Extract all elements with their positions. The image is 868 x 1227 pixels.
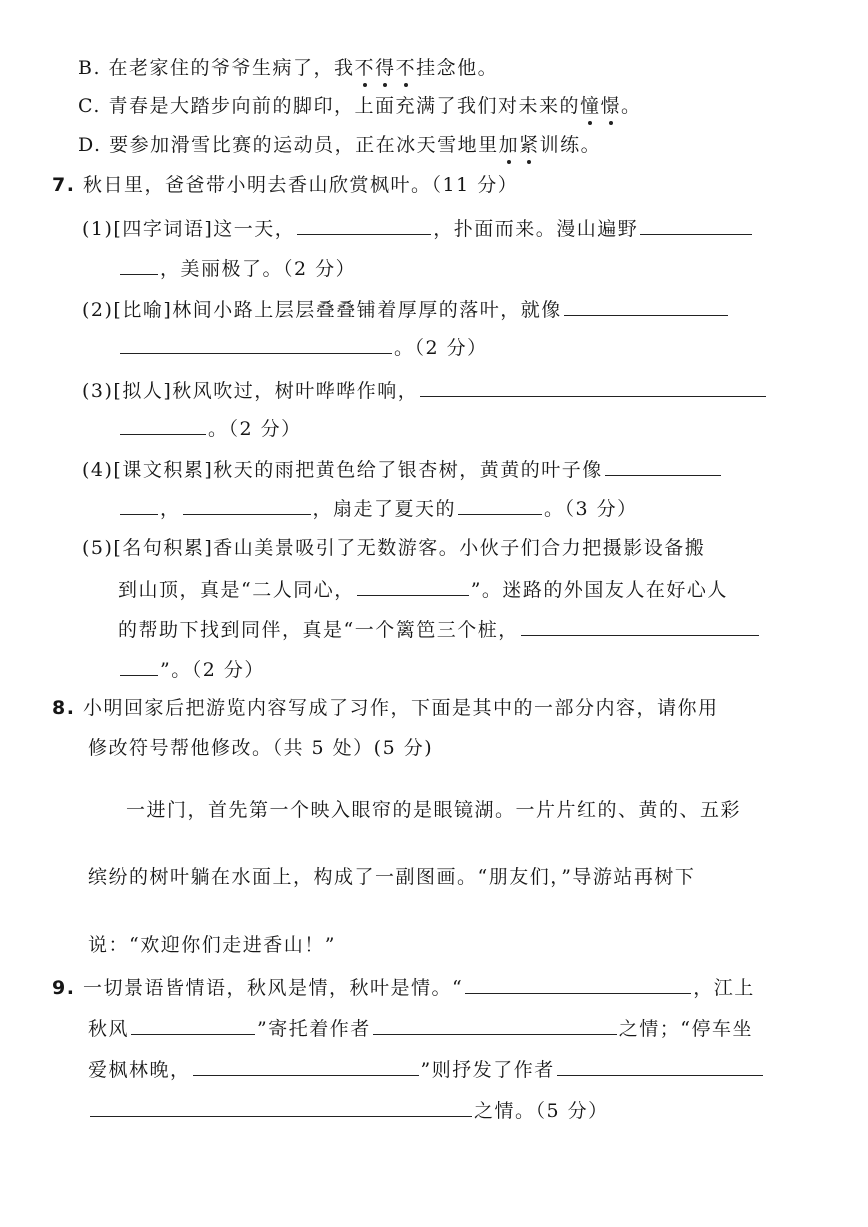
question-text: 修改符号帮他修改。（共 5 处）(5 分) <box>88 737 434 759</box>
option-d-text-end: 训练。 <box>539 134 602 156</box>
essay-paragraph-line <box>126 797 741 823</box>
answer-blank[interactable] <box>183 494 311 515</box>
answer-blank[interactable] <box>465 973 691 994</box>
question-number: 8. <box>52 697 76 719</box>
question-number: 7. <box>52 174 76 196</box>
prompt-text: 到山顶，真是“二人同心， <box>118 579 355 601</box>
answer-blank[interactable] <box>420 376 766 397</box>
q7-part4 <box>82 455 723 483</box>
q7-part2 <box>82 295 730 323</box>
prompt-text: 的帮助下找到同伴，真是“一个篱笆三个桩， <box>118 619 519 641</box>
question-text: 爱枫林晚， <box>88 1059 191 1081</box>
prompt-text: 。（2 分） <box>394 337 488 359</box>
prompt-text: ，扇走了夏天的 <box>312 498 457 520</box>
emphasis-char: 不 <box>395 57 417 79</box>
essay-paragraph-line <box>88 932 336 958</box>
answer-blank[interactable] <box>458 494 542 515</box>
option-c <box>78 93 642 119</box>
answer-blank[interactable] <box>120 655 158 676</box>
option-b-text-end: 挂念他。 <box>416 57 499 79</box>
q7-part1 <box>82 214 754 242</box>
prompt-text: (2)[比喻]林间小路上层层叠叠铺着厚厚的落叶，就像 <box>82 299 562 321</box>
question-8-stem <box>52 695 719 721</box>
option-d-text: D. 要参加滑雪比赛的运动员，正在冰天雪地里 <box>78 134 499 156</box>
prompt-text: (1)[四字词语]这一天， <box>82 218 296 240</box>
q7-part5 <box>82 535 705 561</box>
emphasis-char: 紧 <box>519 134 540 156</box>
emphasis-char: 加 <box>498 134 520 156</box>
question-9-line3 <box>88 1055 765 1083</box>
option-b <box>78 55 498 81</box>
emphasis-char: 憧 <box>579 95 601 117</box>
question-text: ，江上 <box>693 977 755 999</box>
question-text: 之情。（5 分） <box>474 1100 609 1122</box>
essay-text: 缤纷的树叶躺在水面上，构成了一副图画。“朋友们，”导游站再树下 <box>88 866 696 888</box>
emphasis-char: 憬 <box>600 95 621 117</box>
answer-blank[interactable] <box>564 295 728 316</box>
question-text: 一切景语皆情语，秋风是情，秋叶是情。“ <box>83 977 464 999</box>
prompt-text: 。（2 分） <box>208 418 302 440</box>
option-d <box>78 132 601 158</box>
answer-blank[interactable] <box>357 575 469 596</box>
question-text: 小明回家后把游览内容写成了习作，下面是其中的一部分内容，请你用 <box>83 697 719 719</box>
prompt-text: (4)[课文积累]秋天的雨把黄色给了银杏树，黄黄的叶子像 <box>82 459 603 481</box>
prompt-text: (5)[名句积累]香山美景吸引了无数游客。小伙子们合力把摄影设备搬 <box>82 537 706 559</box>
answer-blank[interactable] <box>120 254 158 275</box>
q7-part2-cont <box>118 333 488 361</box>
prompt-text: ， <box>160 498 181 520</box>
answer-blank[interactable] <box>605 455 721 476</box>
question-text: ”寄托着作者 <box>257 1018 371 1040</box>
answer-blank[interactable] <box>521 615 759 636</box>
q7-part5-cont3 <box>118 655 265 683</box>
q7-part4-cont <box>118 494 638 522</box>
emphasis-char: 得 <box>375 57 396 79</box>
question-text: 之情；“停车坐 <box>618 1018 753 1040</box>
question-number: 9. <box>52 977 76 999</box>
prompt-text: (3)[拟人]秋风吹过，树叶哗哗作响， <box>82 380 419 402</box>
question-9-line1 <box>52 973 755 1001</box>
option-c-text: C. 青春是大踏步向前的脚印，上面充满了我们对未来的 <box>78 95 580 117</box>
question-text: ”则抒发了作者 <box>420 1059 555 1081</box>
q7-part3 <box>82 376 768 404</box>
essay-text: 一进门，首先第一个映入眼帘的是眼镜湖。一片片红的、黄的、五彩 <box>126 799 742 821</box>
answer-blank[interactable] <box>131 1014 255 1035</box>
prompt-text: ”。迷路的外国友人在好心人 <box>470 579 728 601</box>
question-7-stem <box>52 172 518 198</box>
answer-blank[interactable] <box>373 1014 617 1035</box>
question-9-line2 <box>88 1014 753 1042</box>
q7-part5-cont2 <box>118 615 761 643</box>
answer-blank[interactable] <box>640 214 752 235</box>
answer-blank[interactable] <box>297 214 431 235</box>
q7-part3-cont <box>118 414 302 442</box>
answer-blank[interactable] <box>90 1096 472 1117</box>
answer-blank[interactable] <box>193 1055 419 1076</box>
prompt-text: ”。（2 分） <box>160 659 265 681</box>
answer-blank[interactable] <box>120 333 392 354</box>
answer-blank[interactable] <box>120 494 158 515</box>
question-text: 秋风 <box>88 1018 130 1040</box>
question-text: 秋日里，爸爸带小明去香山欣赏枫叶。（11 分） <box>83 174 519 196</box>
prompt-text: ，扑面而来。漫山遍野 <box>433 218 639 240</box>
question-8-stem-cont <box>88 735 433 761</box>
option-c-text-end: 。 <box>620 95 642 117</box>
prompt-text: ，美丽极了。（2 分） <box>160 258 357 280</box>
prompt-text: 。（3 分） <box>544 498 638 520</box>
essay-paragraph-line <box>88 864 695 890</box>
q7-part5-cont1 <box>118 575 728 603</box>
emphasis-char: 不 <box>354 57 376 79</box>
question-9-line4 <box>88 1096 609 1124</box>
essay-text: 说：“欢迎你们走进香山！” <box>88 934 336 956</box>
q7-part1-cont <box>118 254 356 282</box>
answer-blank[interactable] <box>120 414 206 435</box>
answer-blank[interactable] <box>557 1055 763 1076</box>
option-b-text: B. 在老家住的爷爷生病了，我 <box>78 57 355 79</box>
